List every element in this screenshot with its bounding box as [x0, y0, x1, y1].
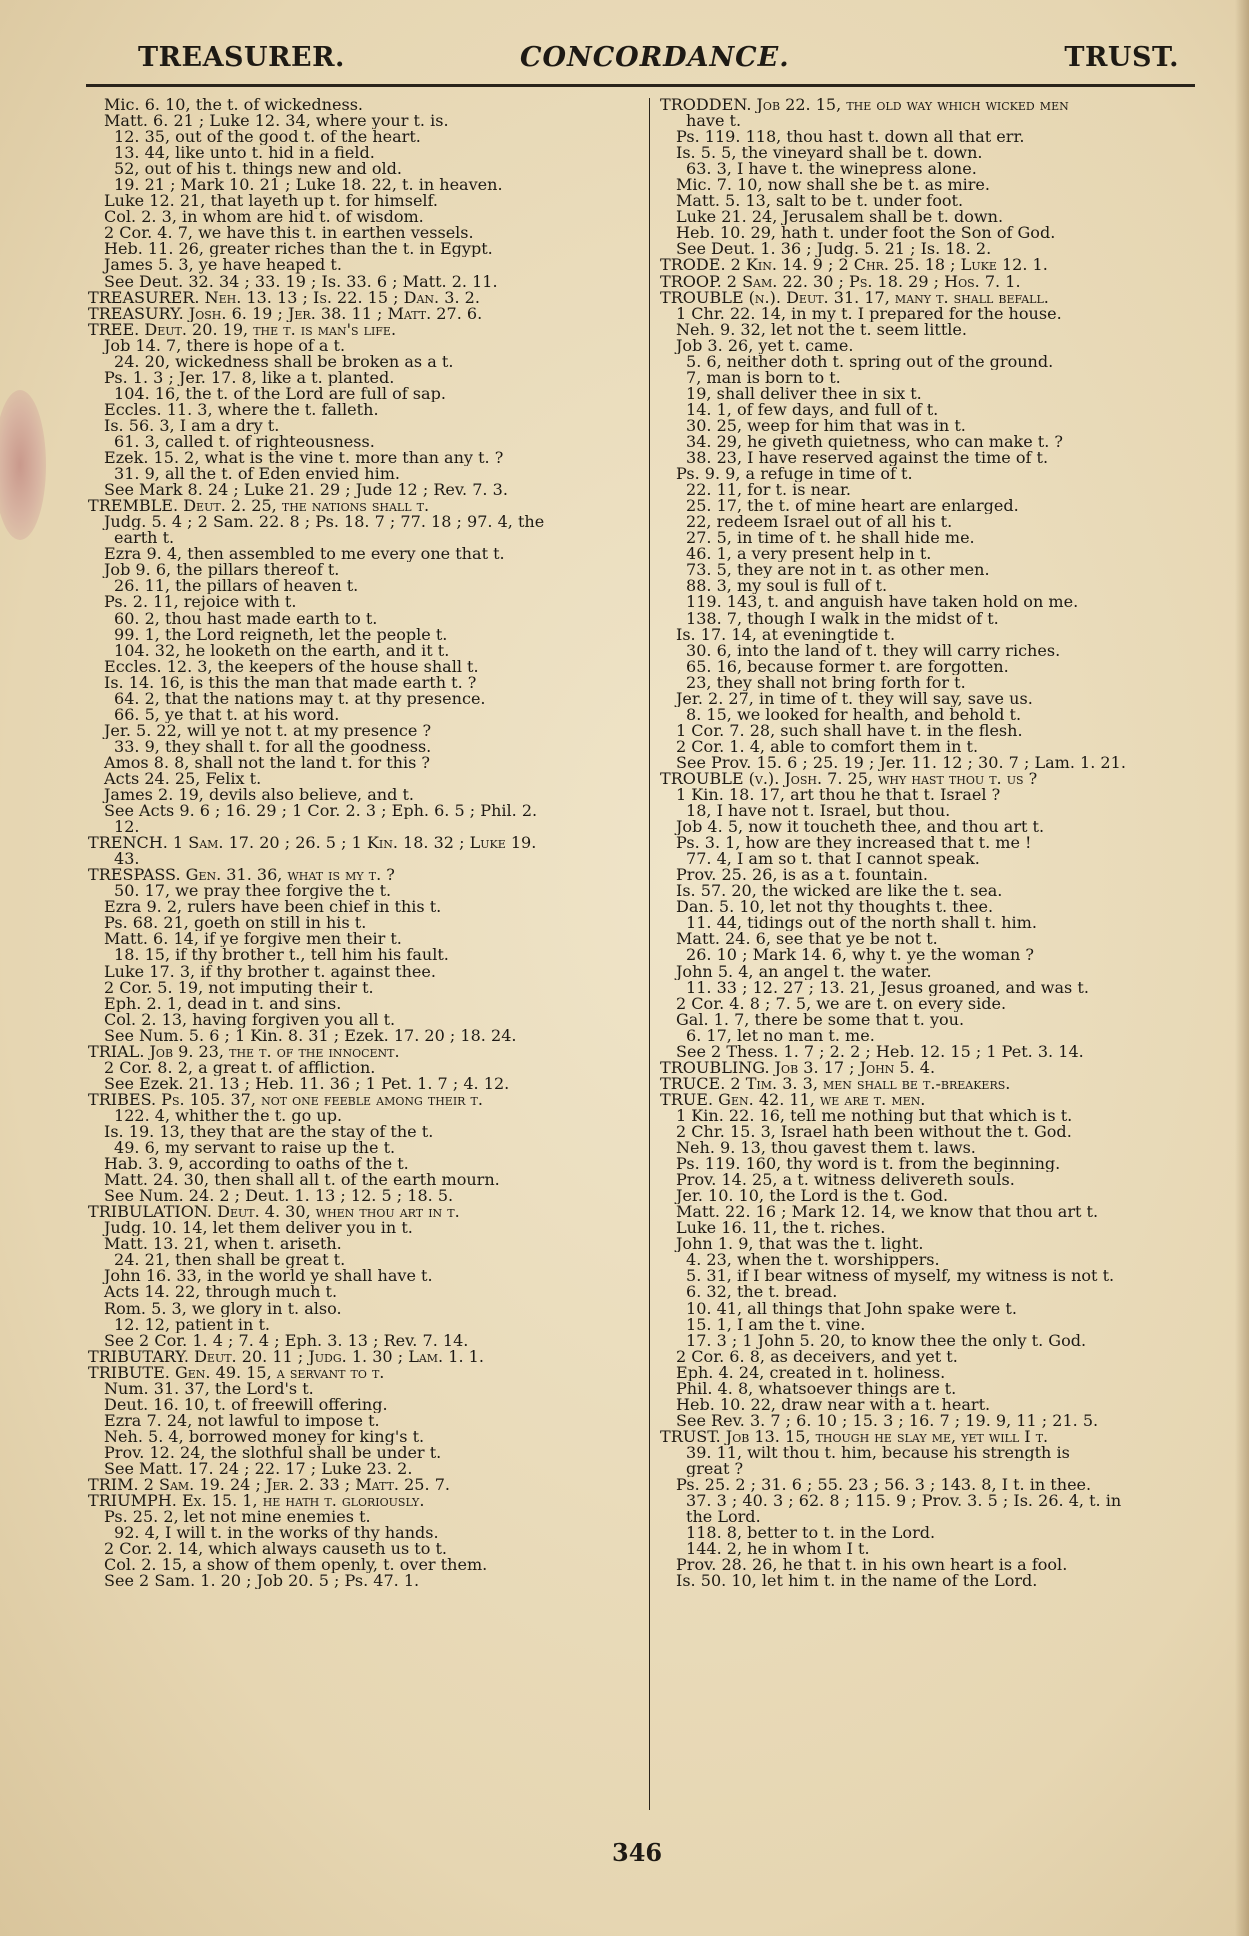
entry-line: See Mark 8. 24 ; Luke 21. 29 ; Jude 12 ; Rev. 7. 3.	[104, 482, 508, 499]
entry-line: 60. 2, thou hast made earth to t.	[114, 610, 378, 627]
entry-line: 63. 3, I have t. the winepress alone.	[686, 161, 977, 178]
entry-line: 1 Kin. 22. 16, tell me nothing but that which is t.	[676, 1107, 1073, 1124]
entry-line: Judg. 10. 14, let them deliver you in t.	[104, 1220, 413, 1237]
entry-line: Luke 21. 24, Jerusalem shall be t. down.	[676, 209, 1004, 226]
entry-line: See Acts 9. 6 ; 16. 29 ; 1 Cor. 2. 3 ; Eph. 6. 5 ; Phil. 2.	[104, 803, 538, 820]
entry-line: 18, I have not t. Israel, but thou.	[686, 803, 951, 820]
entry-line: have t.	[686, 113, 742, 130]
running-header	[138, 38, 1179, 74]
entry-line: Ps. 119. 160, thy word is t. from the beginning.	[676, 1156, 1061, 1173]
entry-line: 2 Cor. 6. 8, as deceivers, and yet t.	[676, 1348, 958, 1365]
entry-line: Num. 31. 37, the Lord's t.	[104, 1380, 314, 1397]
entry-line: 24. 21, then shall be great t.	[114, 1252, 346, 1269]
entry-line: Neh. 9. 32, let not the t. seem little.	[676, 321, 968, 338]
page-stain	[0, 390, 46, 540]
entry-line: Heb. 11. 26, greater riches than the t. in Egypt.	[104, 241, 493, 258]
entry-line: Ps. 25. 2, let not mine enemies t.	[104, 1509, 371, 1526]
entry-line: Col. 2. 3, in whom are hid t. of wisdom.	[104, 209, 424, 226]
entry-line: See 2 Cor. 1. 4 ; 7. 4 ; Eph. 3. 13 ; Rev. 7. 14.	[104, 1332, 469, 1349]
entry-line: Ps. 119. 118, thou hast t. down all that err.	[676, 129, 1025, 146]
entry-line: Heb. 10. 22, draw near with a t. heart.	[676, 1396, 991, 1413]
entry-line: 22, redeem Israel out of all his t.	[686, 514, 953, 531]
entry-line: 118. 8, better to t. in the Lord.	[686, 1525, 936, 1542]
entry-line: 15. 1, I am the t. vine.	[686, 1316, 866, 1333]
entry-line: 52, out of his t. things new and old.	[114, 161, 403, 178]
entry-line: 24. 20, wickedness shall be broken as a t.	[114, 353, 454, 370]
entry-line: 5. 31, if I bear witness of myself, my witness is not t.	[686, 1268, 1115, 1285]
entry-line: See Deut. 32. 34 ; 33. 19 ; Is. 33. 6 ; Matt. 2. 11.	[104, 273, 498, 290]
header-last-word: TRUST.	[1064, 42, 1179, 73]
entry-line: 144. 2, he in whom I t.	[686, 1541, 870, 1558]
entry-line: 65. 16, because former t. are forgotten.	[686, 658, 1009, 675]
column-divider	[649, 98, 650, 1810]
entry-line: 34. 29, he giveth quietness, who can make t. ?	[686, 433, 1064, 451]
entry-line: 64. 2, that the nations may t. at thy presence.	[114, 690, 486, 707]
entry-headword-line: TRIM. 2 Sam. 19. 24 ; Jer. 2. 33 ; Matt. 25. 7.	[88, 1477, 450, 1494]
entry-line: 8. 15, we looked for health, and behold t.	[686, 706, 1022, 723]
entry-line: 2 Cor. 1. 4, able to comfort them in t.	[676, 738, 979, 755]
entry-line: Matt. 24. 30, then shall all t. of the earth mourn.	[104, 1172, 500, 1189]
entry-line: Phil. 4. 8, whatsoever things are t.	[676, 1380, 957, 1397]
entry-line: Eph. 2. 1, dead in t. and sins.	[104, 995, 342, 1012]
entry-headword-line: TRUST. Job 13. 15, though he slay me, yet will I t.	[660, 1428, 1049, 1445]
entry-line: Mic. 6. 10, the t. of wickedness.	[104, 97, 364, 114]
entry-line: Is. 56. 3, I am a dry t.	[104, 417, 280, 434]
entry-line: 122. 4, whither the t. go up.	[114, 1107, 343, 1124]
entry-headword-line: TRUE. Gen. 42. 11, we are t. men.	[660, 1091, 926, 1108]
entry-line: Luke 16. 11, the t. riches.	[676, 1220, 886, 1237]
entry-line: 14. 1, of few days, and full of t.	[686, 401, 939, 418]
entry-line: Ps. 68. 21, goeth on still in his t.	[104, 915, 367, 932]
entry-line: 7, man is born to t.	[686, 369, 841, 386]
entry-headword-line: TRIBULATION. Deut. 4. 30, when thou art in t.	[88, 1204, 460, 1221]
entry-line: Neh. 9. 13, thou gavest them t. laws.	[676, 1140, 976, 1157]
entry-line: 22. 11, for t. is near.	[686, 482, 851, 499]
entry-line: Ps. 3. 1, how are they increased that t. me !	[676, 835, 1032, 852]
entry-line: 26. 10 ; Mark 14. 6, why t. ye the woman ?	[686, 947, 1034, 964]
entry-headword-line: TREASURER. Neh. 13. 13 ; Is. 22. 15 ; Dan. 3. 2.	[88, 289, 480, 306]
right-column	[660, 97, 1220, 1589]
entry-line: Prov. 25. 26, is as a t. fountain.	[676, 867, 929, 884]
entry-line: 27. 5, in time of t. he shall hide me.	[686, 530, 975, 547]
entry-line: See Num. 24. 2 ; Deut. 1. 13 ; 12. 5 ; 18. 5.	[104, 1188, 454, 1205]
entry-line: Gal. 1. 7, there be some that t. you.	[676, 1011, 965, 1028]
entry-line: the Lord.	[686, 1509, 761, 1526]
entry-line: Ezek. 15. 2, what is the vine t. more than any t. ?	[104, 450, 504, 467]
entry-line: 30. 25, weep for him that was in t.	[686, 417, 966, 434]
entry-headword-line: TRIBUTE. Gen. 49. 15, a servant to t.	[88, 1364, 385, 1381]
entry-line: Amos 8. 8, shall not the land t. for this ?	[104, 754, 431, 771]
entry-line: 31. 9, all the t. of Eden envied him.	[114, 466, 401, 483]
entry-line: John 5. 4, an angel t. the water.	[676, 963, 932, 980]
entry-line: Matt. 6. 21 ; Luke 12. 34, where your t. is.	[104, 113, 449, 130]
left-column	[88, 97, 633, 1589]
entry-line: 11. 33 ; 12. 27 ; 13. 21, Jesus groaned, and was t.	[686, 979, 1089, 996]
entry-headword-line: TREASURY. Josh. 6. 19 ; Jer. 38. 11 ; Matt. 27. 6.	[88, 305, 483, 322]
entry-headword-line: TRIBES. Ps. 105. 37, not one feeble among their t.	[88, 1091, 483, 1108]
entry-line: See Prov. 15. 6 ; 25. 19 ; Jer. 11. 12 ; 30. 7 ; Lam. 1. 21.	[676, 754, 1126, 771]
entry-headword-line: TREE. Deut. 20. 19, the t. is man's life.	[88, 321, 397, 338]
header-title: CONCORDANCE.	[520, 42, 790, 73]
entry-line: Matt. 24. 6, see that ye be not t.	[676, 931, 938, 948]
entry-line: Mic. 7. 10, now shall she be t. as mire.	[676, 177, 991, 194]
entry-line: Jer. 2. 27, in time of t. they will say, save us.	[676, 690, 1033, 707]
entry-line: 73. 5, they are not in t. as other men.	[686, 562, 990, 579]
entry-headword-line: TRIAL. Job 9. 23, the t. of the innocent.	[88, 1043, 400, 1060]
entry-line: Is. 5. 5, the vineyard shall be t. down.	[676, 145, 983, 162]
entry-line: Heb. 10. 29, hath t. under foot the Son of God.	[676, 225, 1056, 242]
entry-line: Is. 14. 16, is this the man that made earth t. ?	[104, 674, 477, 691]
entry-line: 17. 3 ; 1 John 5. 20, to know thee the only t. God.	[686, 1332, 1087, 1349]
entry-headword-line: TRODDEN. Job 22. 15, the old way which wicked men	[660, 97, 1069, 114]
entry-line: 19, shall deliver thee in six t.	[686, 385, 922, 402]
entry-headword-line: TRIUMPH. Ex. 15. 1, he hath t. gloriously.	[88, 1493, 425, 1510]
entry-line: Ps. 25. 2 ; 31. 6 ; 55. 23 ; 56. 3 ; 143. 8, I t. in thee.	[676, 1477, 1092, 1494]
entry-line: 1 Chr. 22. 14, in my t. I prepared for the house.	[676, 305, 1062, 322]
entry-line: Eccles. 12. 3, the keepers of the house shall t.	[104, 658, 479, 675]
entry-line: James 2. 19, devils also believe, and t.	[104, 787, 415, 804]
entry-line: Hab. 3. 9, according to oaths of the t.	[104, 1156, 409, 1173]
entry-line: Is. 19. 13, they that are the stay of the t.	[104, 1124, 434, 1141]
entry-headword-line: TRIBUTARY. Deut. 20. 11 ; Judg. 1. 30 ; Lam. 1. 1.	[88, 1348, 484, 1365]
entry-line: 2 Cor. 5. 19, not imputing their t.	[104, 979, 374, 996]
entry-line: Is. 57. 20, the wicked are like the t. sea.	[676, 883, 1003, 900]
entry-line: See 2 Thess. 1. 7 ; 2. 2 ; Heb. 12. 15 ; 1 Pet. 3. 14.	[676, 1043, 1084, 1060]
entry-headword-line: TROOP. 2 Sam. 22. 30 ; Ps. 18. 29 ; Hos. 7. 1.	[660, 273, 1021, 290]
entry-headword-line: TRENCH. 1 Sam. 17. 20 ; 26. 5 ; 1 Kin. 18. 32 ; Luke 19.	[88, 835, 537, 852]
entry-line: Matt. 5. 13, salt to be t. under foot.	[676, 193, 964, 210]
entry-line: 38. 23, I have reserved against the time of t.	[686, 450, 1049, 467]
entry-line: Matt. 13. 21, when t. ariseth.	[104, 1236, 342, 1253]
entry-line: Is. 17. 14, at eveningtide t.	[676, 626, 896, 643]
entry-line: 1 Kin. 18. 17, art thou he that t. Israel ?	[676, 787, 1001, 804]
entry-line: See Num. 5. 6 ; 1 Kin. 8. 31 ; Ezek. 17. 20 ; 18. 24.	[104, 1027, 517, 1044]
entry-line: John 16. 33, in the world ye shall have t.	[104, 1268, 433, 1285]
entry-line: 66. 5, ye that t. at his word.	[114, 706, 340, 723]
entry-line: 2 Chr. 15. 3, Israel hath been without the t. God.	[676, 1124, 1072, 1141]
entry-line: Ezra 7. 24, not lawful to impose t.	[104, 1412, 380, 1429]
entry-line: Prov. 28. 26, he that t. in his own heart is a fool.	[676, 1557, 1068, 1574]
entry-headword-line: TRODE. 2 Kin. 14. 9 ; 2 Chr. 25. 18 ; Luke 12. 1.	[660, 257, 1048, 274]
entry-line: Is. 50. 10, let him t. in the name of the Lord.	[676, 1573, 1038, 1590]
entry-line: Acts 14. 22, through much t.	[104, 1284, 338, 1301]
page-edge-shadow	[1235, 0, 1249, 1936]
entry-line: Jer. 10. 10, the Lord is the t. God.	[676, 1188, 949, 1205]
entry-line: 11. 44, tidings out of the north shall t. him.	[686, 915, 1037, 932]
entry-line: 88. 3, my soul is full of t.	[686, 578, 888, 595]
entry-headword-line: TRUCE. 2 Tim. 3. 3, men shall be t.-breakers.	[660, 1075, 1011, 1092]
entry-line: Deut. 16. 10, t. of freewill offering.	[104, 1396, 388, 1413]
entry-line: Eccles. 11. 3, where the t. falleth.	[104, 401, 379, 418]
entry-line: See Ezek. 21. 13 ; Heb. 11. 36 ; 1 Pet. 1. 7 ; 4. 12.	[104, 1075, 510, 1092]
entry-line: 50. 17, we pray thee forgive the t.	[114, 883, 392, 900]
entry-line: 12.	[114, 819, 140, 836]
entry-line: 5. 6, neither doth t. spring out of the ground.	[686, 353, 1054, 370]
entry-line: Ezra 9. 2, rulers have been chief in this t.	[104, 899, 442, 916]
entry-line: 37. 3 ; 40. 3 ; 62. 8 ; 115. 9 ; Prov. 3. 5 ; Is. 26. 4, t. in	[686, 1493, 1122, 1510]
entry-line: 2 Cor. 4. 8 ; 7. 5, we are t. on every side.	[676, 995, 1007, 1012]
header-first-word: TREASURER.	[138, 42, 345, 73]
entry-line: 61. 3, called t. of righteousness.	[114, 433, 375, 451]
entry-headword-line: TROUBLING. Job 3. 17 ; John 5. 4.	[660, 1059, 936, 1076]
entry-line: 39. 11, wilt thou t. him, because his strength is	[686, 1444, 1070, 1461]
entry-line: Acts 24. 25, Felix t.	[104, 770, 262, 788]
entry-line: See 2 Sam. 1. 20 ; Job 20. 5 ; Ps. 47. 1.	[104, 1573, 420, 1590]
entry-line: 19. 21 ; Mark 10. 21 ; Luke 18. 22, t. in heaven.	[114, 177, 503, 194]
entry-headword-line: TROUBLE (v.). Josh. 7. 25, why hast thou t. us ?	[660, 770, 1038, 788]
entry-line: Ps. 1. 3 ; Jer. 17. 8, like a t. planted.	[104, 369, 395, 386]
entry-line: Job 3. 26, yet t. came.	[676, 337, 854, 354]
entry-line: See Rev. 3. 7 ; 6. 10 ; 15. 3 ; 16. 7 ; 19. 9, 11 ; 21. 5.	[676, 1412, 1099, 1429]
entry-line: Rom. 5. 3, we glory in t. also.	[104, 1300, 342, 1317]
entry-line: Job 4. 5, now it toucheth thee, and thou art t.	[676, 819, 1045, 836]
entry-line: Matt. 22. 16 ; Mark 12. 14, we know that thou art t.	[676, 1204, 1099, 1221]
entry-line: 26. 11, the pillars of heaven t.	[114, 578, 359, 595]
entry-line: See Deut. 1. 36 ; Judg. 5. 21 ; Is. 18. 2.	[676, 241, 992, 258]
entry-line: Judg. 5. 4 ; 2 Sam. 22. 8 ; Ps. 18. 7 ; 77. 18 ; 97. 4, the	[104, 514, 545, 531]
entry-line: 6. 17, let no man t. me.	[686, 1027, 875, 1044]
entry-headword-line: TROUBLE (n.). Deut. 31. 17, many t. shall befall.	[660, 289, 1049, 306]
entry-line: 18. 15, if thy brother t., tell him his fault.	[114, 947, 449, 964]
entry-line: Eph. 4. 24, created in t. holiness.	[676, 1364, 946, 1381]
entry-line: 2 Cor. 2. 14, which always causeth us to t.	[104, 1541, 448, 1558]
entry-line: Col. 2. 15, a show of them openly, t. over them.	[104, 1557, 488, 1574]
entry-line: 1 Cor. 7. 28, such shall have t. in the flesh.	[676, 722, 1023, 739]
entry-line: 2 Cor. 8. 2, a great t. of affliction.	[104, 1059, 376, 1076]
entry-line: Ps. 9. 9, a refuge in time of t.	[676, 466, 913, 483]
entry-line: See Matt. 17. 24 ; 22. 17 ; Luke 23. 2.	[104, 1460, 413, 1478]
entry-line: 30. 6, into the land of t. they will carry riches.	[686, 642, 1061, 659]
entry-line: 77. 4, I am so t. that I cannot speak.	[686, 851, 980, 868]
entry-line: Ps. 2. 11, rejoice with t.	[104, 594, 297, 611]
entry-line: 13. 44, like unto t. hid in a field.	[114, 145, 375, 162]
page-number: 346	[612, 1838, 663, 1867]
entry-line: Jer. 5. 22, will ye not t. at my presence ?	[104, 722, 432, 739]
entry-line: 119. 143, t. and anguish have taken hold on me.	[686, 594, 1079, 611]
entry-line: Job 14. 7, there is hope of a t.	[104, 337, 346, 354]
entry-line: 138. 7, though I walk in the midst of t.	[686, 610, 999, 627]
entry-line: 2 Cor. 4. 7, we have this t. in earthen vessels.	[104, 225, 474, 242]
entry-line: 99. 1, the Lord reigneth, let the people t.	[114, 626, 448, 643]
entry-line: James 5. 3, ye have heaped t.	[104, 257, 342, 274]
entry-line: 43.	[114, 851, 140, 868]
entry-line: Luke 17. 3, if thy brother t. against thee.	[104, 963, 436, 980]
entry-line: Ezra 9. 4, then assembled to me every one that t.	[104, 546, 505, 563]
entry-line: 12. 12, patient in t.	[114, 1316, 271, 1333]
entry-line: Prov. 12. 24, the slothful shall be under t.	[104, 1444, 442, 1461]
entry-line: 23, they shall not bring forth for t.	[686, 674, 966, 691]
entry-line: 33. 9, they shall t. for all the goodness.	[114, 738, 432, 755]
entry-line: John 1. 9, that was the t. light.	[676, 1236, 924, 1253]
entry-line: Neh. 5. 4, borrowed money for king's t.	[104, 1428, 425, 1445]
entry-line: 6. 32, the t. bread.	[686, 1284, 838, 1301]
entry-line: Prov. 14. 25, a t. witness delivereth souls.	[676, 1172, 1015, 1189]
entry-line: 92. 4, I will t. in the works of thy hands.	[114, 1525, 439, 1542]
entry-line: 46. 1, a very present help in t.	[686, 546, 932, 563]
entry-line: 49. 6, my servant to raise up the t.	[114, 1140, 396, 1157]
entry-line: Col. 2. 13, having forgiven you all t.	[104, 1011, 396, 1028]
entry-line: great ?	[686, 1460, 744, 1478]
entry-line: 104. 16, the t. of the Lord are full of sap.	[114, 385, 446, 402]
entry-line: 10. 41, all things that John spake were t.	[686, 1300, 1017, 1317]
header-rule	[86, 84, 1195, 87]
entry-line: earth t.	[114, 530, 175, 547]
entry-line: 25. 17, the t. of mine heart are enlarged.	[686, 498, 1019, 515]
entry-line: Matt. 6. 14, if ye forgive men their t.	[104, 931, 402, 948]
entry-line: Job 9. 6, the pillars thereof t.	[104, 562, 340, 579]
entry-headword-line: TRESPASS. Gen. 31. 36, what is my t. ?	[88, 867, 395, 884]
entry-line: 4. 23, when the t. worshippers.	[686, 1252, 940, 1269]
entry-line: 104. 32, he looketh on the earth, and it t.	[114, 642, 450, 659]
entry-line: Luke 12. 21, that layeth up t. for himself.	[104, 193, 439, 210]
entry-headword-line: TREMBLE. Deut. 2. 25, the nations shall t.	[88, 498, 430, 515]
entry-line: Dan. 5. 10, let not thy thoughts t. thee.	[676, 899, 994, 916]
entry-line: 12. 35, out of the good t. of the heart.	[114, 129, 421, 146]
